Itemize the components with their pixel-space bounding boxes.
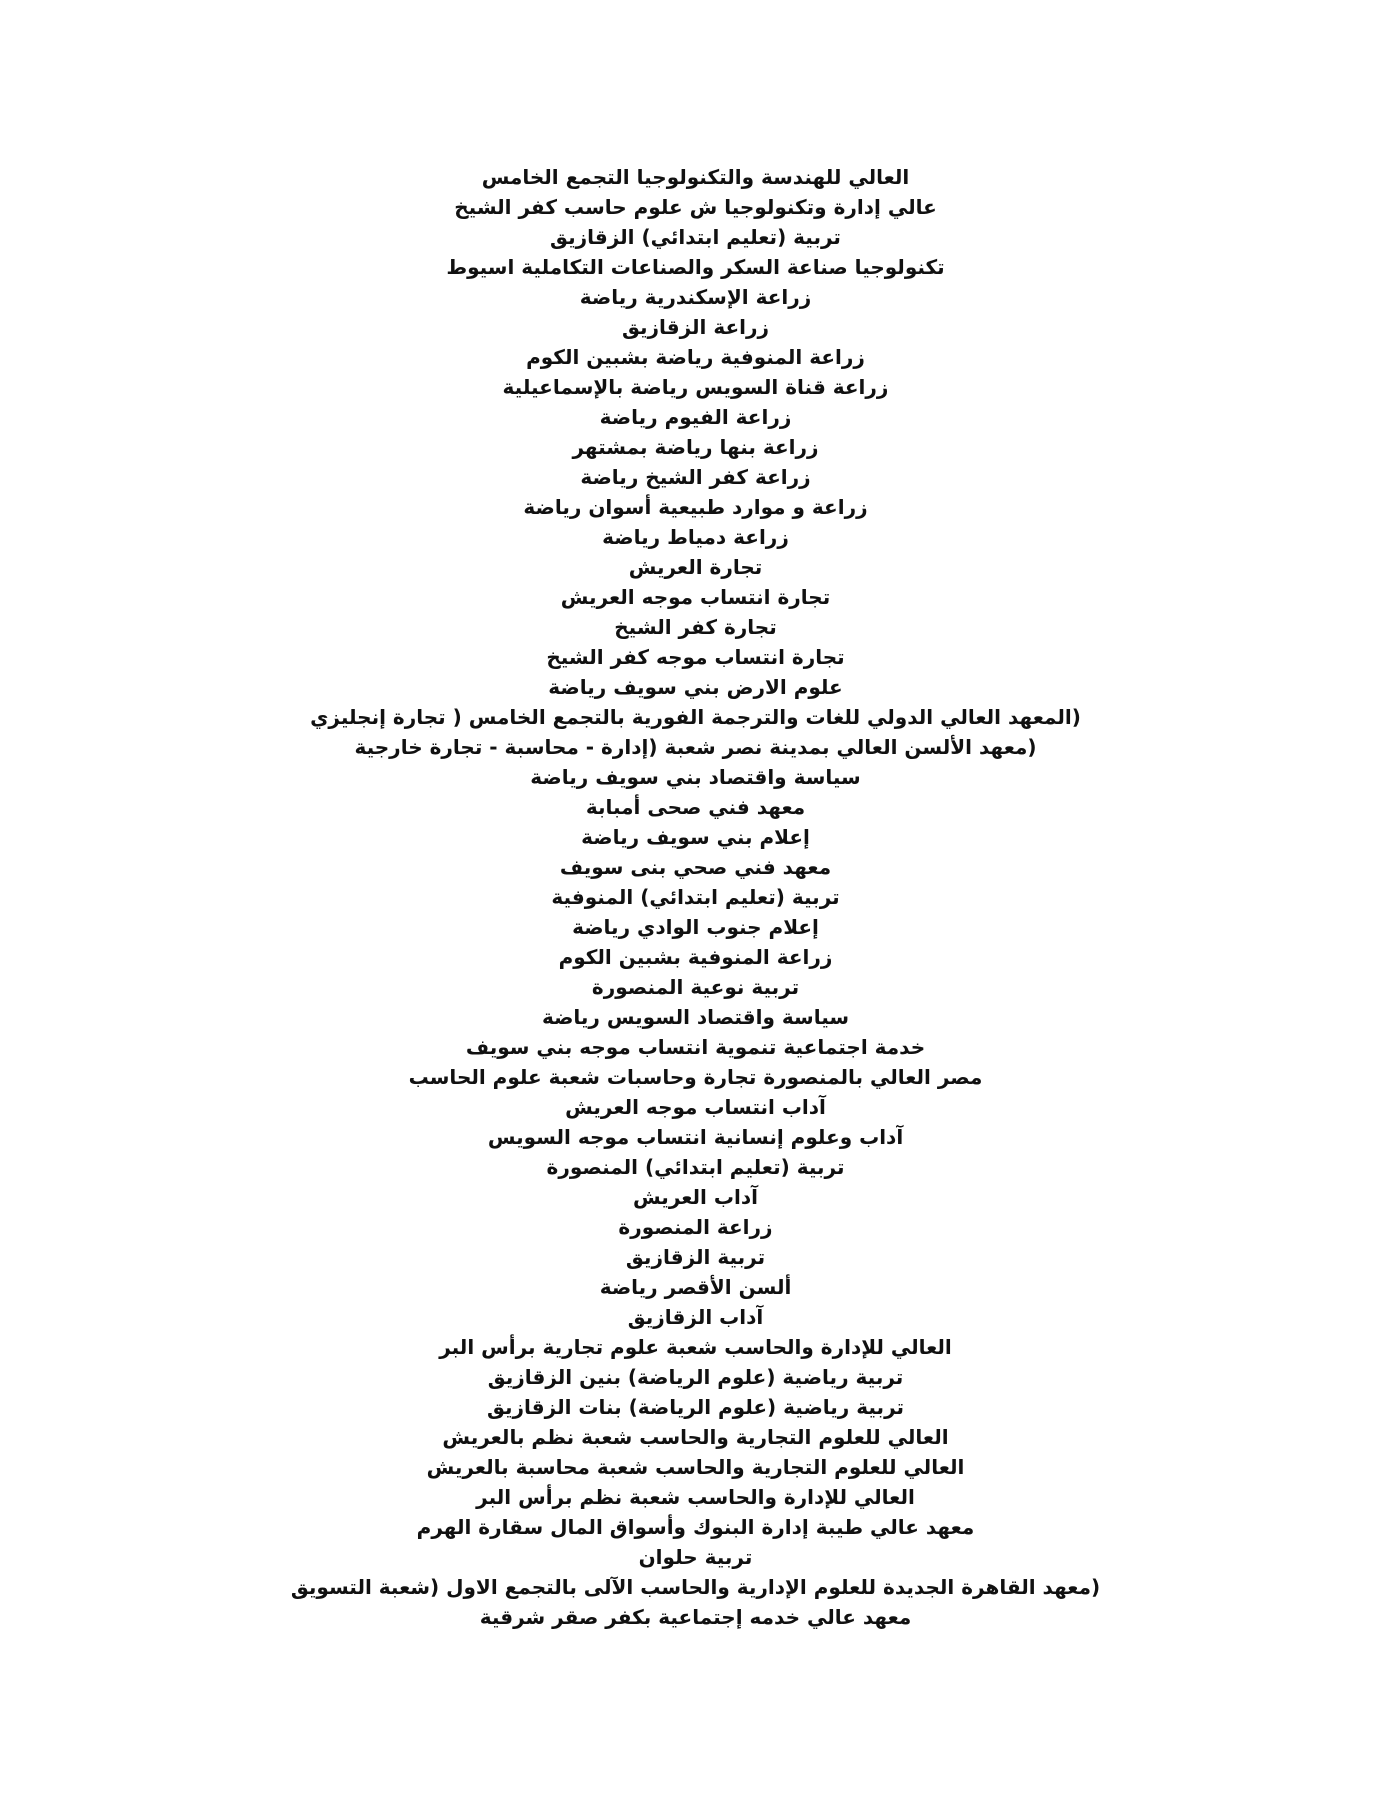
- list-item: معهد فني صحى أمبابة: [585, 795, 806, 819]
- list-item: ألسن الأقصر رياضة: [599, 1275, 792, 1299]
- list-item: زراعة قناة السويس رياضة بالإسماعيلية: [502, 375, 889, 399]
- list-item: إعلام جنوب الوادي رياضة: [572, 915, 819, 939]
- list-item: تربية (تعليم ابتدائي) الزقازيق: [550, 225, 841, 249]
- list-item: العالي للهندسة والتكنولوجيا التجمع الخامس: [481, 165, 910, 189]
- list-item: زراعة دمياط رياضة: [602, 525, 789, 549]
- list-item: تربية رياضية (علوم الرياضة) بنين الزقازيق: [487, 1365, 904, 1389]
- institution-list: [0, 162, 1391, 1632]
- list-item: آداب وعلوم إنسانية انتساب موجه السويس: [487, 1125, 904, 1149]
- list-item: زراعة كفر الشيخ رياضة: [580, 465, 811, 489]
- list-item: زراعة بنها رياضة بمشتهر: [572, 435, 819, 459]
- list-item: عالي إدارة وتكنولوجيا ش علوم حاسب كفر الشيخ: [454, 195, 937, 219]
- list-item: العالي للإدارة والحاسب شعبة نظم برأس البر: [476, 1485, 915, 1509]
- list-item: تجارة انتساب موجه كفر الشيخ: [546, 645, 845, 669]
- list-item: زراعة الفيوم رياضة: [599, 405, 792, 429]
- list-item: زراعة المنوفية رياضة بشبين الكوم: [526, 345, 865, 369]
- list-item: زراعة المنوفية بشبين الكوم: [558, 945, 833, 969]
- list-item: تجارة العريش: [628, 555, 763, 579]
- list-item: سياسة واقتصاد بني سويف رياضة: [530, 765, 861, 789]
- list-item: تجارة كفر الشيخ: [614, 615, 777, 639]
- list-item: (معهد الألسن العالي بمدينة نصر شعبة (إدارة - محاسبة - تجارة خارجية: [354, 735, 1037, 759]
- list-item: (المعهد العالي الدولي للغات والترجمة الفورية بالتجمع الخامس ( تجارة إنجليزي: [310, 705, 1081, 729]
- list-item: تربية (تعليم ابتدائي) المنصورة: [546, 1155, 845, 1179]
- list-item: مصر العالي بالمنصورة تجارة وحاسبات شعبة علوم الحاسب: [408, 1065, 983, 1089]
- list-item: تربية رياضية (علوم الرياضة) بنات الزقازيق: [486, 1395, 905, 1419]
- list-item: زراعة الزقازيق: [621, 315, 770, 339]
- list-item: آداب العريش: [633, 1185, 758, 1209]
- list-item: زراعة المنصورة: [618, 1215, 773, 1239]
- list-item: تربية حلوان: [638, 1545, 753, 1569]
- list-item: تجارة انتساب موجه العريش: [560, 585, 831, 609]
- list-item: زراعة و موارد طبيعية أسوان رياضة: [523, 495, 868, 519]
- list-item: إعلام بني سويف رياضة: [581, 825, 810, 849]
- list-item: آداب انتساب موجه العريش: [565, 1095, 826, 1119]
- list-item: العالي للإدارة والحاسب شعبة علوم تجارية برأس البر: [439, 1335, 952, 1359]
- list-item: العالي للعلوم التجارية والحاسب شعبة محاسبة بالعريش: [426, 1455, 965, 1479]
- list-item: سياسة واقتصاد السويس رياضة: [541, 1005, 850, 1029]
- list-item: علوم الارض بني سويف رياضة: [548, 675, 843, 699]
- list-item: زراعة الإسكندرية رياضة: [579, 285, 812, 309]
- list-item: تربية الزقازيق: [625, 1245, 766, 1269]
- list-item: معهد عالي طيبة إدارة البنوك وأسواق المال سقارة الهرم: [416, 1515, 975, 1539]
- list-item: (معهد القاهرة الجديدة للعلوم الإدارية والحاسب الآلى بالتجمع الاول (شعبة التسويق: [290, 1575, 1101, 1599]
- list-item: العالي للعلوم التجارية والحاسب شعبة نظم بالعريش: [442, 1425, 949, 1449]
- list-item: معهد فني صحي بنى سويف: [559, 855, 832, 879]
- list-item: تربية (تعليم ابتدائي) المنوفية: [551, 885, 840, 909]
- list-item: خدمة اجتماعية تنموية انتساب موجه بني سويف: [465, 1035, 926, 1059]
- list-item: تكنولوجيا صناعة السكر والصناعات التكاملية اسيوط: [446, 255, 945, 279]
- list-item: تربية نوعية المنصورة: [591, 975, 800, 999]
- list-item: معهد عالي خدمه إجتماعية بكفر صقر شرقية: [479, 1605, 912, 1629]
- list-item: آداب الزقازيق: [627, 1305, 764, 1329]
